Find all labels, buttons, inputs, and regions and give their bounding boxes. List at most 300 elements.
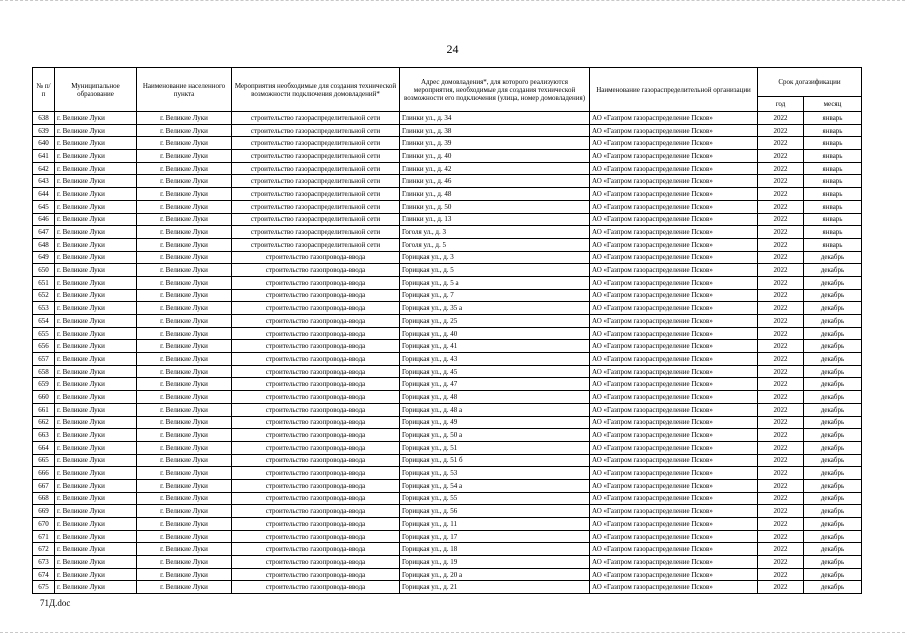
cell-settlement: г. Великие Луки [137, 403, 232, 416]
cell-address: Горицкая ул., д. 48 [400, 391, 590, 404]
cell-settlement: г. Великие Луки [137, 416, 232, 429]
cell-org: АО «Газпром газораспределение Псков» [590, 454, 758, 467]
table-body [33, 112, 862, 594]
cell-municipality: г. Великие Луки [55, 556, 137, 569]
cell-month: декабрь [804, 441, 862, 454]
header-municipality: Муниципальное образование [55, 68, 137, 112]
cell-measure: строительство газопровода-ввода [232, 378, 400, 391]
cell-municipality: г. Великие Луки [55, 162, 137, 175]
cell-address: Горицкая ул., д. 40 [400, 327, 590, 340]
cell-municipality: г. Великие Луки [55, 302, 137, 315]
cell-settlement: г. Великие Луки [137, 340, 232, 353]
cell-measure: строительство газораспределительной сети [232, 124, 400, 137]
cell-municipality: г. Великие Луки [55, 441, 137, 454]
cell-municipality: г. Великие Луки [55, 238, 137, 251]
cell-num: 660 [33, 391, 55, 404]
cell-measure: строительство газораспределительной сети [232, 137, 400, 150]
cell-org: АО «Газпром газораспределение Псков» [590, 530, 758, 543]
cell-month: декабрь [804, 479, 862, 492]
cell-org: АО «Газпром газораспределение Псков» [590, 568, 758, 581]
cell-num: 671 [33, 530, 55, 543]
cell-settlement: г. Великие Луки [137, 467, 232, 480]
table-row [33, 302, 862, 315]
cell-year: 2022 [758, 289, 804, 302]
cell-measure: строительство газопровода-ввода [232, 289, 400, 302]
cell-year: 2022 [758, 403, 804, 416]
cell-month: декабрь [804, 543, 862, 556]
cell-num: 668 [33, 492, 55, 505]
cell-measure: строительство газопровода-ввода [232, 492, 400, 505]
cell-settlement: г. Великие Луки [137, 581, 232, 594]
cell-settlement: г. Великие Луки [137, 112, 232, 125]
cell-year: 2022 [758, 175, 804, 188]
cell-num: 658 [33, 365, 55, 378]
cell-month: декабрь [804, 353, 862, 366]
table-row [33, 112, 862, 125]
cell-year: 2022 [758, 327, 804, 340]
cell-settlement: г. Великие Луки [137, 137, 232, 150]
cell-address: Горицкая ул., д. 55 [400, 492, 590, 505]
cell-month: декабрь [804, 365, 862, 378]
cell-address: Горицкая ул., д. 17 [400, 530, 590, 543]
cell-measure: строительство газораспределительной сети [232, 175, 400, 188]
cell-month: январь [804, 137, 862, 150]
cell-address: Горицкая ул., д. 43 [400, 353, 590, 366]
cell-municipality: г. Великие Луки [55, 315, 137, 328]
cell-municipality: г. Великие Луки [55, 530, 137, 543]
table-row [33, 403, 862, 416]
cell-address: Гоголя ул., д. 5 [400, 238, 590, 251]
cell-num: 644 [33, 188, 55, 201]
cell-address: Горицкая ул., д. 35 а [400, 302, 590, 315]
cell-num: 652 [33, 289, 55, 302]
header-measures: Мероприятия необходимые для создания технической возможности подключения домовладений* [232, 68, 400, 112]
cell-address: Горицкая ул., д. 25 [400, 315, 590, 328]
cell-settlement: г. Великие Луки [137, 479, 232, 492]
cell-month: январь [804, 188, 862, 201]
table-row [33, 391, 862, 404]
cell-measure: строительство газопровода-ввода [232, 479, 400, 492]
cell-num: 665 [33, 454, 55, 467]
cell-month: декабрь [804, 391, 862, 404]
cell-settlement: г. Великие Луки [137, 327, 232, 340]
header-month: месяц [804, 97, 862, 112]
cell-org: АО «Газпром газораспределение Псков» [590, 327, 758, 340]
cell-settlement: г. Великие Луки [137, 556, 232, 569]
cell-year: 2022 [758, 518, 804, 531]
cell-year: 2022 [758, 441, 804, 454]
table-row [33, 264, 862, 277]
cell-year: 2022 [758, 112, 804, 125]
cell-municipality: г. Великие Луки [55, 492, 137, 505]
cell-measure: строительство газопровода-ввода [232, 467, 400, 480]
cell-year: 2022 [758, 251, 804, 264]
cell-measure: строительство газопровода-ввода [232, 264, 400, 277]
cell-num: 642 [33, 162, 55, 175]
cell-org: АО «Газпром газораспределение Псков» [590, 556, 758, 569]
cell-address: Горицкая ул., д. 21 [400, 581, 590, 594]
cell-year: 2022 [758, 391, 804, 404]
cell-num: 639 [33, 124, 55, 137]
cell-org: АО «Газпром газораспределение Псков» [590, 492, 758, 505]
cell-year: 2022 [758, 429, 804, 442]
cell-month: январь [804, 200, 862, 213]
table-row [33, 289, 862, 302]
cell-month: декабрь [804, 378, 862, 391]
cell-year: 2022 [758, 505, 804, 518]
cell-org: АО «Газпром газораспределение Псков» [590, 315, 758, 328]
cell-month: декабрь [804, 556, 862, 569]
table-row [33, 175, 862, 188]
table-row [33, 454, 862, 467]
cell-settlement: г. Великие Луки [137, 441, 232, 454]
cell-measure: строительство газопровода-ввода [232, 315, 400, 328]
cell-settlement: г. Великие Луки [137, 264, 232, 277]
cell-municipality: г. Великие Луки [55, 403, 137, 416]
cell-address: Гоголя ул., д. 3 [400, 226, 590, 239]
header-settlement: Наименование населенного пункта [137, 68, 232, 112]
cell-year: 2022 [758, 238, 804, 251]
cell-measure: строительство газопровода-ввода [232, 353, 400, 366]
cell-org: АО «Газпром газораспределение Псков» [590, 365, 758, 378]
cell-measure: строительство газораспределительной сети [232, 213, 400, 226]
cell-org: АО «Газпром газораспределение Псков» [590, 226, 758, 239]
cell-settlement: г. Великие Луки [137, 543, 232, 556]
cell-municipality: г. Великие Луки [55, 479, 137, 492]
cell-measure: строительство газораспределительной сети [232, 200, 400, 213]
cell-org: АО «Газпром газораспределение Псков» [590, 479, 758, 492]
cell-measure: строительство газопровода-ввода [232, 302, 400, 315]
cell-num: 655 [33, 327, 55, 340]
cell-year: 2022 [758, 124, 804, 137]
table-row [33, 492, 862, 505]
cell-address: Глинки ул., д. 40 [400, 150, 590, 163]
cell-month: январь [804, 226, 862, 239]
cell-year: 2022 [758, 226, 804, 239]
cell-org: АО «Газпром газораспределение Псков» [590, 188, 758, 201]
cell-municipality: г. Великие Луки [55, 226, 137, 239]
table-row [33, 150, 862, 163]
cell-year: 2022 [758, 340, 804, 353]
cell-org: АО «Газпром газораспределение Псков» [590, 238, 758, 251]
cell-org: АО «Газпром газораспределение Псков» [590, 340, 758, 353]
cell-measure: строительство газопровода-ввода [232, 276, 400, 289]
cell-municipality: г. Великие Луки [55, 200, 137, 213]
cell-year: 2022 [758, 454, 804, 467]
cell-year: 2022 [758, 581, 804, 594]
cell-settlement: г. Великие Луки [137, 200, 232, 213]
cell-month: декабрь [804, 340, 862, 353]
cell-num: 640 [33, 137, 55, 150]
cell-address: Горицкая ул., д. 41 [400, 340, 590, 353]
cell-year: 2022 [758, 200, 804, 213]
cell-municipality: г. Великие Луки [55, 518, 137, 531]
cell-year: 2022 [758, 568, 804, 581]
cell-num: 646 [33, 213, 55, 226]
cell-num: 656 [33, 340, 55, 353]
cell-measure: строительство газопровода-ввода [232, 543, 400, 556]
cell-year: 2022 [758, 543, 804, 556]
cell-year: 2022 [758, 530, 804, 543]
cell-num: 666 [33, 467, 55, 480]
cell-month: декабрь [804, 403, 862, 416]
table-row [33, 226, 862, 239]
cell-measure: строительство газопровода-ввода [232, 365, 400, 378]
table-row [33, 581, 862, 594]
cell-settlement: г. Великие Луки [137, 429, 232, 442]
cell-month: декабрь [804, 264, 862, 277]
table-row [33, 365, 862, 378]
cell-year: 2022 [758, 162, 804, 175]
table-row [33, 429, 862, 442]
cell-num: 664 [33, 441, 55, 454]
cell-num: 638 [33, 112, 55, 125]
cell-measure: строительство газораспределительной сети [232, 112, 400, 125]
cell-address: Глинки ул., д. 42 [400, 162, 590, 175]
cell-month: январь [804, 238, 862, 251]
cell-org: АО «Газпром газораспределение Псков» [590, 276, 758, 289]
cell-address: Глинки ул., д. 46 [400, 175, 590, 188]
cell-address: Горицкая ул., д. 54 а [400, 479, 590, 492]
cell-org: АО «Газпром газораспределение Псков» [590, 124, 758, 137]
cell-org: АО «Газпром газораспределение Псков» [590, 505, 758, 518]
cell-municipality: г. Великие Луки [55, 188, 137, 201]
cell-org: АО «Газпром газораспределение Псков» [590, 543, 758, 556]
table-row [33, 327, 862, 340]
cell-org: АО «Газпром газораспределение Псков» [590, 353, 758, 366]
table-row [33, 124, 862, 137]
cell-num: 650 [33, 264, 55, 277]
cell-month: январь [804, 112, 862, 125]
cell-measure: строительство газораспределительной сети [232, 162, 400, 175]
cell-measure: строительство газопровода-ввода [232, 556, 400, 569]
cell-address: Горицкая ул., д. 47 [400, 378, 590, 391]
cell-measure: строительство газопровода-ввода [232, 518, 400, 531]
cell-municipality: г. Великие Луки [55, 378, 137, 391]
cell-month: январь [804, 124, 862, 137]
cell-org: АО «Газпром газораспределение Псков» [590, 581, 758, 594]
cell-month: декабрь [804, 581, 862, 594]
cell-measure: строительство газопровода-ввода [232, 391, 400, 404]
cell-org: АО «Газпром газораспределение Псков» [590, 150, 758, 163]
header-num: № п/п [33, 68, 55, 112]
cell-settlement: г. Великие Луки [137, 213, 232, 226]
cell-settlement: г. Великие Луки [137, 150, 232, 163]
cell-address: Горицкая ул., д. 19 [400, 556, 590, 569]
cell-address: Горицкая ул., д. 7 [400, 289, 590, 302]
cell-municipality: г. Великие Луки [55, 353, 137, 366]
table-row [33, 530, 862, 543]
cell-address: Горицкая ул., д. 51 [400, 441, 590, 454]
cell-num: 643 [33, 175, 55, 188]
cell-org: АО «Газпром газораспределение Псков» [590, 162, 758, 175]
cell-address: Горицкая ул., д. 20 а [400, 568, 590, 581]
cell-measure: строительство газопровода-ввода [232, 581, 400, 594]
cell-month: декабрь [804, 416, 862, 429]
cell-address: Глинки ул., д. 38 [400, 124, 590, 137]
cell-municipality: г. Великие Луки [55, 289, 137, 302]
cell-year: 2022 [758, 213, 804, 226]
table-row [33, 188, 862, 201]
cell-settlement: г. Великие Луки [137, 276, 232, 289]
cell-month: декабрь [804, 429, 862, 442]
cell-num: 651 [33, 276, 55, 289]
table-row [33, 251, 862, 264]
cell-address: Горицкая ул., д. 51 б [400, 454, 590, 467]
cell-municipality: г. Великие Луки [55, 175, 137, 188]
cell-year: 2022 [758, 556, 804, 569]
table-row [33, 315, 862, 328]
cell-municipality: г. Великие Луки [55, 137, 137, 150]
cell-org: АО «Газпром газораспределение Псков» [590, 200, 758, 213]
cell-num: 661 [33, 403, 55, 416]
cell-num: 670 [33, 518, 55, 531]
cell-municipality: г. Великие Луки [55, 454, 137, 467]
cell-year: 2022 [758, 479, 804, 492]
cell-address: Глинки ул., д. 13 [400, 213, 590, 226]
cell-measure: строительство газопровода-ввода [232, 530, 400, 543]
cell-month: декабрь [804, 568, 862, 581]
cell-address: Горицкая ул., д. 18 [400, 543, 590, 556]
table-row [33, 467, 862, 480]
cell-num: 641 [33, 150, 55, 163]
cell-municipality: г. Великие Луки [55, 568, 137, 581]
cell-num: 673 [33, 556, 55, 569]
cell-month: декабрь [804, 467, 862, 480]
cell-year: 2022 [758, 276, 804, 289]
cell-municipality: г. Великие Луки [55, 365, 137, 378]
cell-municipality: г. Великие Луки [55, 416, 137, 429]
cell-month: декабрь [804, 251, 862, 264]
table-row [33, 441, 862, 454]
cell-settlement: г. Великие Луки [137, 162, 232, 175]
cell-year: 2022 [758, 378, 804, 391]
footer-filename: 71Д.doc [40, 598, 71, 608]
cell-year: 2022 [758, 315, 804, 328]
cell-month: декабрь [804, 327, 862, 340]
table-row [33, 162, 862, 175]
cell-num: 662 [33, 416, 55, 429]
cell-org: АО «Газпром газораспределение Псков» [590, 518, 758, 531]
cell-address: Горицкая ул., д. 53 [400, 467, 590, 480]
cell-address: Глинки ул., д. 34 [400, 112, 590, 125]
cell-settlement: г. Великие Луки [137, 226, 232, 239]
cell-settlement: г. Великие Луки [137, 302, 232, 315]
cell-year: 2022 [758, 188, 804, 201]
cell-municipality: г. Великие Луки [55, 467, 137, 480]
cell-settlement: г. Великие Луки [137, 315, 232, 328]
cell-org: АО «Газпром газораспределение Псков» [590, 175, 758, 188]
cell-month: декабрь [804, 315, 862, 328]
cell-month: декабрь [804, 289, 862, 302]
cell-org: АО «Газпром газораспределение Псков» [590, 302, 758, 315]
cell-num: 672 [33, 543, 55, 556]
cell-measure: строительство газопровода-ввода [232, 340, 400, 353]
cell-month: декабрь [804, 454, 862, 467]
table-row [33, 340, 862, 353]
cell-measure: строительство газопровода-ввода [232, 454, 400, 467]
cell-org: АО «Газпром газораспределение Псков» [590, 112, 758, 125]
cell-address: Горицкая ул., д. 50 а [400, 429, 590, 442]
cell-num: 647 [33, 226, 55, 239]
cell-measure: строительство газораспределительной сети [232, 150, 400, 163]
cell-org: АО «Газпром газораспределение Псков» [590, 137, 758, 150]
table-row [33, 543, 862, 556]
cell-measure: строительство газопровода-ввода [232, 251, 400, 264]
cell-num: 667 [33, 479, 55, 492]
table-row [33, 353, 862, 366]
table-row [33, 505, 862, 518]
cell-measure: строительство газораспределительной сети [232, 226, 400, 239]
cell-address: Горицкая ул., д. 45 [400, 365, 590, 378]
cell-address: Глинки ул., д. 50 [400, 200, 590, 213]
cell-num: 669 [33, 505, 55, 518]
cell-municipality: г. Великие Луки [55, 264, 137, 277]
cell-measure: строительство газораспределительной сети [232, 188, 400, 201]
scan-edge-bottom [0, 632, 905, 635]
cell-num: 645 [33, 200, 55, 213]
cell-municipality: г. Великие Луки [55, 150, 137, 163]
cell-month: декабрь [804, 276, 862, 289]
cell-org: АО «Газпром газораспределение Псков» [590, 264, 758, 277]
header-org: Наименование газораспределительной организации [590, 68, 758, 112]
cell-month: декабрь [804, 518, 862, 531]
cell-num: 674 [33, 568, 55, 581]
cell-address: Глинки ул., д. 39 [400, 137, 590, 150]
cell-num: 657 [33, 353, 55, 366]
cell-org: АО «Газпром газораспределение Псков» [590, 467, 758, 480]
cell-year: 2022 [758, 150, 804, 163]
cell-settlement: г. Великие Луки [137, 492, 232, 505]
cell-num: 649 [33, 251, 55, 264]
table-row [33, 200, 862, 213]
cell-address: Горицкая ул., д. 49 [400, 416, 590, 429]
cell-year: 2022 [758, 137, 804, 150]
cell-municipality: г. Великие Луки [55, 581, 137, 594]
cell-month: январь [804, 175, 862, 188]
cell-measure: строительство газопровода-ввода [232, 505, 400, 518]
cell-measure: строительство газопровода-ввода [232, 568, 400, 581]
cell-month: январь [804, 150, 862, 163]
table-row [33, 137, 862, 150]
gasification-table [32, 67, 862, 594]
cell-num: 675 [33, 581, 55, 594]
cell-org: АО «Газпром газораспределение Псков» [590, 441, 758, 454]
cell-municipality: г. Великие Луки [55, 340, 137, 353]
cell-measure: строительство газопровода-ввода [232, 327, 400, 340]
cell-municipality: г. Великие Луки [55, 213, 137, 226]
cell-address: Глинки ул., д. 48 [400, 188, 590, 201]
cell-measure: строительство газопровода-ввода [232, 403, 400, 416]
cell-month: январь [804, 162, 862, 175]
cell-measure: строительство газопровода-ввода [232, 441, 400, 454]
cell-address: Горицкая ул., д. 11 [400, 518, 590, 531]
cell-settlement: г. Великие Луки [137, 365, 232, 378]
cell-month: декабрь [804, 492, 862, 505]
header-year: год [758, 97, 804, 112]
table-row [33, 568, 862, 581]
cell-settlement: г. Великие Луки [137, 124, 232, 137]
cell-address: Горицкая ул., д. 3 [400, 251, 590, 264]
table-row [33, 276, 862, 289]
cell-measure: строительство газораспределительной сети [232, 238, 400, 251]
cell-settlement: г. Великие Луки [137, 378, 232, 391]
cell-settlement: г. Великие Луки [137, 568, 232, 581]
cell-municipality: г. Великие Луки [55, 429, 137, 442]
table-row [33, 556, 862, 569]
cell-measure: строительство газопровода-ввода [232, 416, 400, 429]
cell-org: АО «Газпром газораспределение Псков» [590, 213, 758, 226]
